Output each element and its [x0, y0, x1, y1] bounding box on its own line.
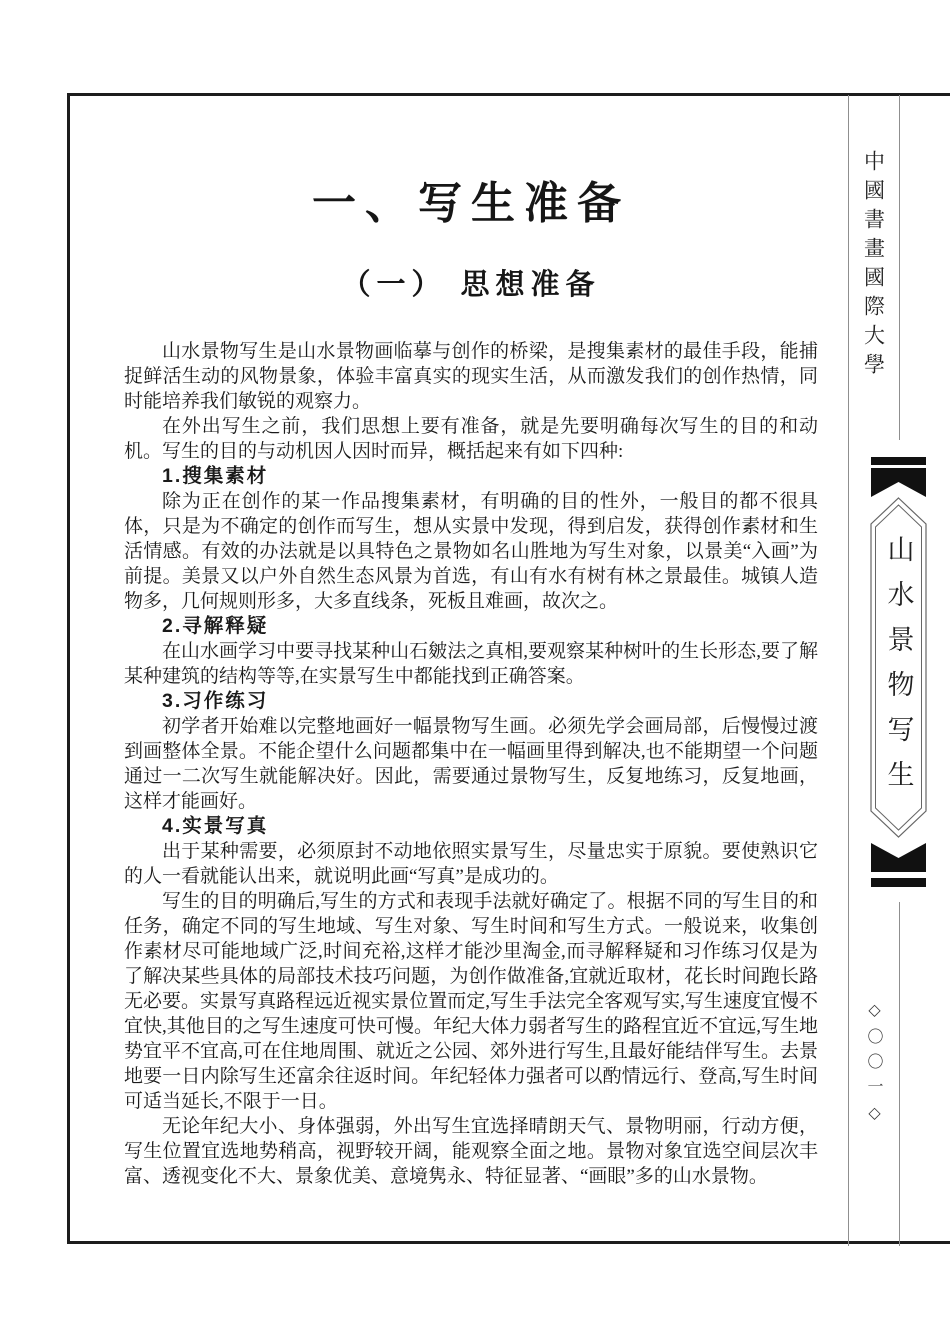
main-text-column [124, 180, 818, 1189]
body-text [124, 339, 818, 1189]
body-paragraph: 无论年纪大小、身体强弱，外出写生宜选择晴朗天气、景物明丽，行动方便，写生位置宜选地势稍高，视野较开阔，能观察全面之地。景物对象宜选空间层次丰富、透视变化不大、景象优美、意境隽永、特征显著、“画眼”多的山水景物。 [124, 1116, 818, 1187]
body-paragraph: 写生的目的明确后,写生的方式和表现手法就好确定了。根据不同的写生目的和任务，确定不同的写生地域、写生对象、写生时间和写生方式。一般说来，收集创作素材尽可能地域广泛,时间充裕,这样才能沙里淘金,而寻解释疑和习作练习仅是为了解决某些具体的局部技术技巧问题，为创作做准备,宜就近取材，花长时间跑长路无必要。实景写真路程远近视实景位置而定,写生手法完全客观写实,写生速度宜慢不宜快,其他目的之写生速度可快可慢。年纪大体力弱者写生的路程宜近不宜远,写生地势宜平不宜高,可在住地周围、就近之公园、郊外进行写生,且最好能结伴写生。去景地要一日内除写生还富余往返时间。年纪轻体力强者可以酌情远行、登高,写生时间可适当延长,不限于一日。 [124, 891, 818, 1112]
section-heading: 4.实景写真 [162, 815, 269, 837]
body-paragraph: 初学者开始难以完整地画好一幅景物写生画。必须先学会画局部，后慢慢过渡到画整体全景。不能企望什么问题都集中在一幅画里得到解决,也不能期望一个问题通过一二次写生就能解决好。因此，需要通过景物写生，反复地练习，反复地画，这样才能画好。 [124, 716, 818, 812]
banner-top-bar-icon [871, 457, 926, 465]
body-paragraph: 山水景物写生是山水景物画临摹与创作的桥梁，是搜集素材的最佳手段，能捕捉鲜活生动的风物景象，体验丰富真实的现实生活，从而激发我们的创作热情，同时能培养我们敏锐的观察力。 [124, 341, 818, 412]
series-title-vertical-text: 山水景物写生 [883, 535, 914, 805]
body-paragraph: 除为正在创作的某一作品搜集素材，有明确的目的性外，一般目的都不很具体，只是为不确定的创作而写生，想从实景中发现，得到启发，获得创作素材和生活情感。有效的办法就是以具特色之景物如名山胜地为写生对象，以景美“入画”为前提。美景又以户外自然生态风景为首选，有山有水有树有林之景最佳。城镇人造物多，几何规则形多，大多直线条，死板且难画，故次之。 [124, 491, 818, 612]
university-title-vertical-text: 中國書畫國際大學 [861, 150, 886, 382]
body-paragraph: 在外出写生之前，我们思想上要有准备，就是先要明确每次写生的目的和动机。写生的目的与动机因人因时而异，概括起来有如下四种: [124, 416, 818, 462]
body-paragraph: 在山水画学习中要寻找某种山石皴法之真相,要观察某种树叶的生长形态,要了解某种建筑的结构等等,在实景写生中都能找到正确答案。 [124, 641, 818, 687]
banner-bottom-ribbon-icon [871, 843, 926, 872]
page-number-strip [848, 1000, 899, 1131]
banner-bottom-bar-icon [871, 878, 926, 887]
page-number: ◇〇〇一◇ [865, 1000, 882, 1131]
section-heading: 2.寻解释疑 [162, 615, 269, 637]
sidebar-rule-right-lower [899, 902, 900, 1246]
section-heading: 1.搜集素材 [162, 465, 269, 487]
section-heading: 3.习作练习 [162, 690, 269, 712]
chapter-title: 一、写生准备 [312, 179, 630, 228]
banner-top-ribbon-icon [871, 468, 926, 497]
series-title-box [868, 505, 930, 835]
university-title-strip [848, 150, 899, 382]
sidebar-rule-right-upper [899, 95, 900, 440]
section-title: （一） 思想准备 [341, 269, 601, 301]
body-paragraph: 出于某种需要，必须原封不动地依照实景写生，尽量忠实于原貌。要使熟识它的人一看就能认出来，就说明此画“写真”是成功的。 [124, 841, 818, 887]
